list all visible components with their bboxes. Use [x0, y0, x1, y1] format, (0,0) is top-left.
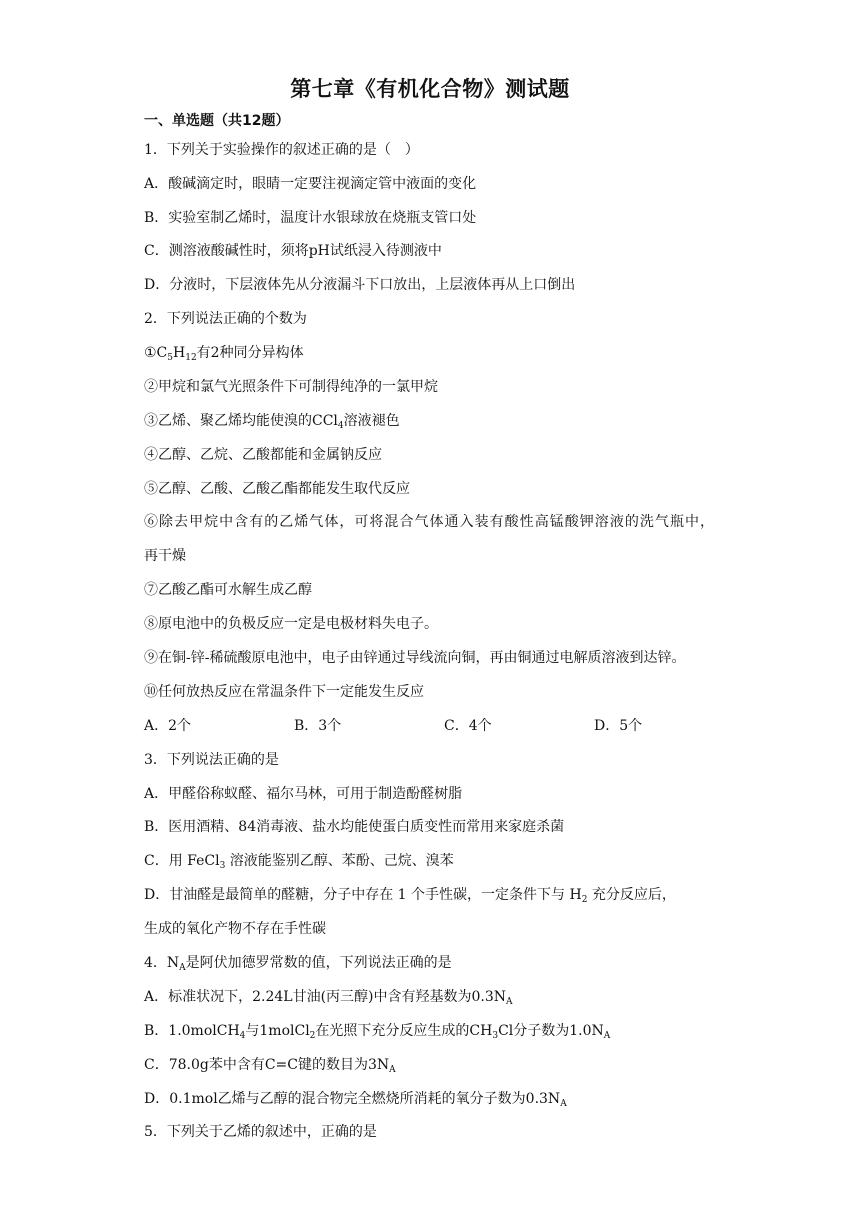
question-2-option-d: D．5个 — [594, 718, 643, 734]
question-2-statement-4: ④乙醇、乙烷、乙酸都能和金属钠反应 — [144, 447, 382, 463]
question-2-statement-10: ⑩任何放热反应在常温条件下一定能发生反应 — [144, 684, 424, 700]
question-3-option-c: C．用 FeCl$_3$ 溶液能鉴别乙醇、苯酚、己烷、溴苯 — [144, 853, 454, 871]
question-5-stem: 5．下列关于乙烯的叙述中，正确的是 — [144, 1124, 377, 1140]
question-1-option-d: D．分液时，下层液体先从分液漏斗下口放出，上层液体再从上口倒出 — [144, 277, 576, 293]
question-3-option-d: D．甘油醛是最简单的醛糖，分子中存在 1 个手性碳，一定条件下与 $H_2$ 充分反应后， — [144, 887, 676, 905]
question-2-statement-6-cont: 再干燥 — [144, 548, 186, 564]
question-4-option-a: A．标准状况下，2.24L甘油(丙三醇)中含有羟基数为$0.3N_A$ — [144, 989, 513, 1007]
question-4-option-c: C．78.0g苯中含有C=C键的数目为$3N_A$ — [144, 1057, 396, 1075]
page-title: 第七章《有机化合物》测试题 — [290, 77, 570, 101]
question-2-statement-9: ⑨在铜-锌-稀硫酸原电池中，电子由锌通过导线流向铜，再由铜通过电解质溶液到达锌。 — [144, 650, 686, 666]
question-2-statement-3: ③乙烯、聚乙烯均能使溴的CCl$_4$溶液褪色 — [144, 413, 400, 431]
question-3-option-d-cont: 生成的氧化产物不存在手性碳 — [144, 921, 326, 937]
question-1-stem: 1．下列关于实验操作的叙述正确的是（ ） — [144, 142, 419, 158]
question-2-stem: 2．下列说法正确的个数为 — [144, 311, 307, 327]
question-1-option-b: B．实验室制乙烯时，温度计水银球放在烧瓶支管口处 — [144, 210, 477, 226]
question-4-option-d: D．0.1mol乙烯与乙醇的混合物完全燃烧所消耗的氧分子数为$0.3N_A$ — [144, 1091, 567, 1109]
question-2-statement-2: ②甲烷和氯气光照条件下可制得纯净的一氯甲烷 — [144, 379, 438, 395]
question-2-option-a: A．2个 — [144, 718, 192, 734]
question-2-option-c: C．4个 — [444, 718, 492, 734]
section-heading: 一、单选题（共12题） — [144, 113, 290, 129]
question-2-statement-5: ⑤乙醇、乙酸、乙酸乙酯都能发生取代反应 — [144, 481, 410, 497]
question-3-stem: 3．下列说法正确的是 — [144, 752, 279, 768]
question-2-statement-6: ⑥除去甲烷中含有的乙烯气体，可将混合气体通入装有酸性高锰酸钾溶液的洗气瓶中， — [144, 514, 714, 530]
question-1-option-c: C．测溶液酸碱性时，须将pH试纸浸入待测液中 — [144, 243, 442, 259]
question-2-statement-7: ⑦乙酸乙酯可水解生成乙醇 — [144, 582, 312, 598]
question-3-option-b: B．医用酒精、84消毒液、盐水均能使蛋白质变性而常用来家庭杀菌 — [144, 819, 565, 835]
question-1-option-a: A．酸碱滴定时，眼睛一定要注视滴定管中液面的变化 — [144, 176, 477, 192]
question-4-option-b: B．1.0molCH$_4$与1molCl$_2$在光照下充分反应生成的$CH_3Cl$分子数为$1.0N_A$ — [144, 1023, 611, 1041]
question-3-option-a: A．甲醛俗称蚁醛、福尔马林，可用于制造酚醛树脂 — [144, 786, 463, 802]
question-4-stem: 4．$N_A$是阿伏加德罗常数的值，下列说法正确的是 — [144, 955, 452, 973]
question-2-statement-1: $①C_5H_{12}$有2种同分异构体 — [144, 345, 304, 363]
question-2-option-b: B．3个 — [294, 718, 342, 734]
question-2-statement-8: ⑧原电池中的负极反应一定是电极材料失电子。 — [144, 616, 438, 632]
